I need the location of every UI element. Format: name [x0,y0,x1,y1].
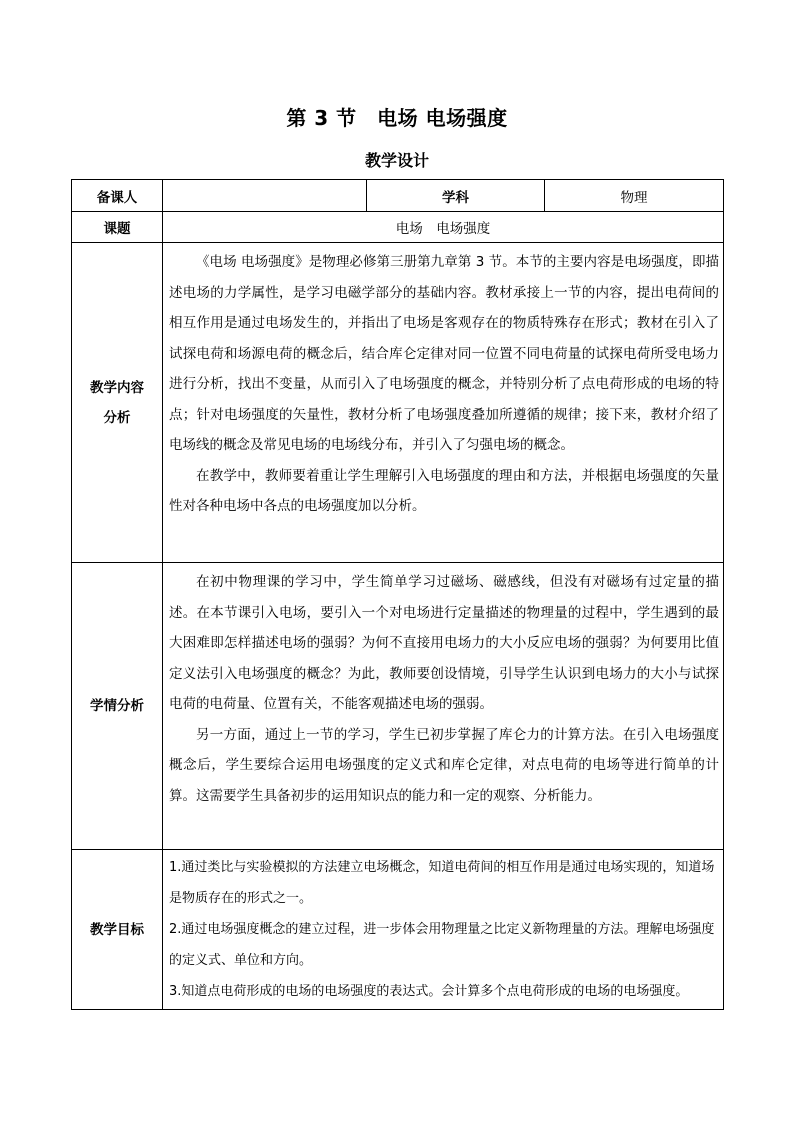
table-row-topic [72,212,724,243]
document-title: 第 3 节 电场 电场强度 [286,106,508,130]
teaching-goals-label: 教学目标 [72,850,163,1010]
preparer-label: 备课人 [72,180,163,212]
teaching-goal-item: 3.知道点电荷形成的电场的电场强度的表达式。会计算多个点电荷形成的电场的电场强度。 [169,984,689,999]
student-analysis-paragraph: 另一方面，通过上一节的学习，学生已初步掌握了库仑力的计算方法。在引入电场强度概念后，学生要综合运用电场强度的定义式和库仑定律，对点电荷的电场等进行简单的计算。这需要学生具备初步的运用知识点的能力和一定的观察、分析能力。 [169,726,719,804]
lesson-plan-table [71,179,724,1010]
content-analysis-paragraph: 在教学中，教师要着重让学生理解引入电场强度的理由和方法，并根据电场强度的矢量性对各种电场中各点的电场强度加以分析。 [169,467,719,514]
content-analysis-label-line2: 分析 [103,409,131,426]
table-row-preparer [72,180,724,212]
student-analysis-paragraph: 在初中物理课的学习中，学生简单学习过磁场、磁感线，但没有对磁场有过定量的描述。在本节课引入电场，要引入一个对电场进行定量描述的物理量的过程中，学生遇到的最大困难即怎样描述电场的强弱？为何不直接用电场力的大小反应电场的强弱？为何要用比值定义法引入电场强度的概念？为此，教师要创设情境，引导学生认识到电场力的大小与试探电荷的电荷量、位置有关，不能客观描述电场的强弱。 [169,574,719,712]
topic-label: 课题 [72,212,163,243]
topic-value: 电场 电场强度 [163,212,724,243]
table-row-student-analysis [72,563,724,850]
student-analysis-body [163,563,724,850]
student-analysis-label: 学情分析 [72,563,163,850]
teaching-goal-item: 1.通过类比与实验模拟的方法建立电场概念，知道电荷间的相互作用是通过电场实现的，知道场是物质存在的形式之一。 [169,860,715,906]
table-row-teaching-goals [72,850,724,1010]
table-row-content-analysis [72,243,724,563]
teaching-goal-item: 2.通过电场强度概念的建立过程，进一步体会用物理量之比定义新物理量的方法。理解电场强度的定义式、单位和方向。 [169,922,715,968]
teaching-goals-body [163,850,724,1010]
content-analysis-label-line1: 教学内容 [90,379,144,396]
document-subtitle: 教学设计 [364,151,429,170]
subject-value: 物理 [545,180,724,212]
content-analysis-paragraph: 《电场 电场强度》是物理必修第三册第九章第 3 节。本节的主要内容是电场强度，即描述电场的力学属性，是学习电磁学部分的基础内容。教材承接上一节的内容，提出电荷间的相互作用是通过电场发生的，并指出了电场是客观存在的物质特殊存在形式；教材在引入了试探电荷和场源电荷的概念后，结合库仑定律对同一位置不同电荷量的试探电荷所受电场力进行分析，找出不变量，从而引入了电场强度的概念，并特别分析了点电荷形成的电场的特点；针对电场强度的矢量性，教材分析了电场强度叠加所遵循的规律；接下来，教材介绍了电场线的概念及常见电场的电场线分布，并引入了匀强电场的概念。 [169,254,719,453]
content-analysis-body [163,243,724,563]
subject-label: 学科 [367,180,545,212]
content-analysis-label [72,243,163,563]
preparer-value [163,180,367,212]
